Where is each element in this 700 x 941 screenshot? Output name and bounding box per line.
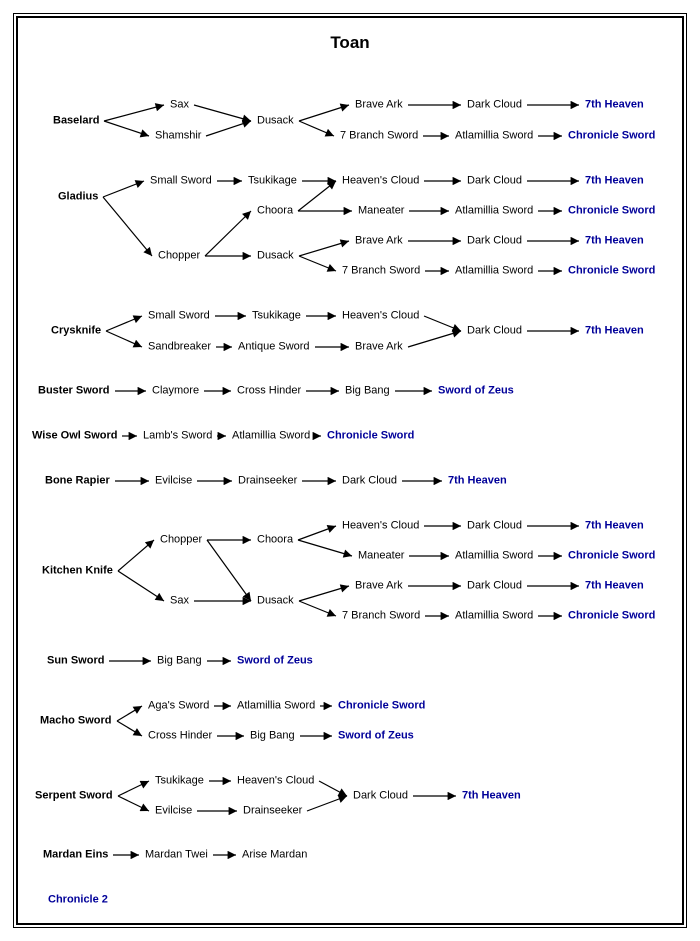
node-mardan-eins: Mardan Eins [43,848,109,861]
arrow-serpent-to-p-tsukikage [118,781,149,796]
node-t1-brave-ark: Brave Ark [355,98,403,111]
arrow-baselard-to-t1-shamshir [104,121,149,136]
node-b-cross-hinder: Cross Hinder [237,384,302,397]
node-m-big-bang: Big Bang [250,729,295,742]
arrow-kitchen-knife-to-k-chopper [118,540,154,571]
arrow-serpent-to-p-evilcise [118,796,149,811]
arrow-crysknife-to-c-small-sword [106,316,142,331]
arrow-macho-to-m-agas [117,706,142,721]
node-buster: Buster Sword [38,384,110,397]
node-p-evilcise: Evilcise [155,804,193,817]
node-g-tsukikage: Tsukikage [248,174,297,187]
node-k-chronicle-2: Chronicle Sword [568,609,656,622]
node-wise-owl: Wise Owl Sword [32,429,118,442]
arrow-macho-to-m-cross-hinder [117,721,142,736]
node-r-evilcise: Evilcise [155,474,193,487]
node-k-chronicle-1: Chronicle Sword [568,549,656,562]
arrow-t1-shamshir-to-t1-dusack [206,121,251,136]
node-g-dark-cloud-1: Dark Cloud [467,174,523,187]
node-m-atlamillia: Atlamillia Sword [237,699,316,712]
arrow-gladius-to-g-chopper [103,197,152,256]
node-c-small-sword: Small Sword [148,309,210,322]
node-t1-sax: Sax [170,98,189,111]
node-g-chronicle-1: Chronicle Sword [568,204,656,217]
node-g-7th-2: 7th Heaven [585,234,644,247]
node-g-chopper: Chopper [158,249,201,262]
node-p-heavens-cloud: Heaven's Cloud [237,774,315,787]
node-k-sax: Sax [170,594,189,607]
arrow-c-brave-ark-to-c-dark-cloud [408,331,461,347]
arrow-p-heavens-cloud-to-p-dark-cloud [319,781,347,796]
arrow-g-dusack-to-g-brave-ark [299,241,349,256]
node-k-maneater: Maneater [358,549,405,562]
node-c-heavens-cloud: Heaven's Cloud [342,309,420,322]
node-k-chopper: Chopper [160,533,203,546]
arrow-g-dusack-to-g-7branch [299,256,336,271]
node-p-drainseeker: Drainseeker [243,804,303,817]
node-bone-rapier: Bone Rapier [45,474,110,487]
node-s-big-bang: Big Bang [157,654,202,667]
node-baselard: Baselard [53,114,100,127]
node-b-claymore: Claymore [152,384,200,397]
node-w-atlamillia: Atlamillia Sword [232,429,311,442]
node-k-dark-cloud-1: Dark Cloud [467,519,523,532]
arrow-k-choora-to-k-heavens-cloud [298,526,336,540]
node-p-dark-cloud: Dark Cloud [353,789,409,802]
node-m-zeus: Sword of Zeus [338,729,414,742]
node-g-small-sword: Small Sword [150,174,212,187]
node-p-tsukikage: Tsukikage [155,774,204,787]
node-r-dark-cloud: Dark Cloud [342,474,398,487]
arrow-g-choora-to-g-heavens-cloud [298,181,336,211]
node-c-antique: Antique Sword [238,340,310,353]
node-g-heavens-cloud: Heaven's Cloud [342,174,420,187]
node-chronicle-2: Chronicle 2 [48,893,108,906]
node-c-dark-cloud: Dark Cloud [467,324,523,337]
node-k-7th-1: 7th Heaven [585,519,644,532]
node-gladius: Gladius [58,190,99,203]
node-k-atlamillia-2: Atlamillia Sword [455,609,534,622]
node-r-7th: 7th Heaven [448,474,507,487]
node-k-7branch: 7 Branch Sword [342,609,421,622]
node-t1-7th-heaven: 7th Heaven [585,98,644,111]
node-g-chronicle-2: Chronicle Sword [568,264,656,277]
node-m-agas: Aga's Sword [148,699,210,712]
node-t1-dark-cloud: Dark Cloud [467,98,523,111]
node-t1-dusack: Dusack [257,114,294,127]
node-d-arise: Arise Mardan [242,848,308,861]
node-t1-7branch: 7 Branch Sword [340,129,419,142]
node-k-7th-2: 7th Heaven [585,579,644,592]
arrow-t1-sax-to-t1-dusack [194,105,251,121]
node-d-twei: Mardan Twei [145,848,208,861]
node-c-tsukikage: Tsukikage [252,309,301,322]
node-k-brave-ark: Brave Ark [355,579,403,592]
node-b-zeus: Sword of Zeus [438,384,514,397]
node-g-dusack: Dusack [257,249,294,262]
node-sun-sword: Sun Sword [47,654,105,667]
node-t1-shamshir: Shamshir [155,129,202,142]
arrow-k-choora-to-k-maneater [298,540,352,556]
node-k-choora: Choora [257,533,294,546]
arrow-k-dusack-to-k-7branch [299,601,336,616]
node-c-7th: 7th Heaven [585,324,644,337]
node-k-dusack: Dusack [257,594,294,607]
node-k-atlamillia-1: Atlamillia Sword [455,549,534,562]
node-p-7th: 7th Heaven [462,789,521,802]
node-r-drainseeker: Drainseeker [238,474,298,487]
arrow-crysknife-to-c-sandbreaker [106,331,142,347]
node-w-chronicle: Chronicle Sword [327,429,415,442]
node-b-big-bang: Big Bang [345,384,390,397]
node-t1-chronicle: Chronicle Sword [568,129,656,142]
arrow-k-chopper-to-k-dusack [207,540,251,601]
node-m-chronicle: Chronicle Sword [338,699,426,712]
arrow-t1-dusack-to-t1-brave-ark [299,105,349,121]
node-crysknife: Crysknife [51,324,102,337]
node-g-dark-cloud-2: Dark Cloud [467,234,523,247]
node-m-cross-hinder: Cross Hinder [148,729,213,742]
node-s-zeus: Sword of Zeus [237,654,313,667]
node-k-dark-cloud-2: Dark Cloud [467,579,523,592]
node-g-maneater: Maneater [358,204,405,217]
node-kitchen-knife: Kitchen Knife [42,564,113,577]
arrow-g-chopper-to-g-choora [205,211,251,256]
node-w-lambs: Lamb's Sword [143,429,213,442]
node-g-atlamillia-2: Atlamillia Sword [455,264,534,277]
node-g-7th-1: 7th Heaven [585,174,644,187]
node-g-atlamillia-1: Atlamillia Sword [455,204,534,217]
node-c-sandbreaker: Sandbreaker [148,340,211,353]
arrow-kitchen-knife-to-k-sax [118,571,164,601]
page-title: Toan [330,33,370,52]
node-serpent: Serpent Sword [35,789,113,802]
arrow-t1-dusack-to-t1-7branch [299,121,334,136]
node-macho: Macho Sword [40,714,112,727]
node-c-brave-ark: Brave Ark [355,340,403,353]
arrow-baselard-to-t1-sax [104,105,164,121]
arrow-c-heavens-cloud-to-c-dark-cloud [424,316,461,331]
node-g-brave-ark: Brave Ark [355,234,403,247]
node-k-heavens-cloud: Heaven's Cloud [342,519,420,532]
arrow-gladius-to-g-small-sword [103,181,144,197]
node-t1-atlamillia: Atlamillia Sword [455,129,534,142]
arrow-k-dusack-to-k-brave-ark [299,586,349,601]
node-g-7branch: 7 Branch Sword [342,264,421,277]
arrow-p-drainseeker-to-p-dark-cloud [307,796,347,811]
node-g-choora: Choora [257,204,294,217]
